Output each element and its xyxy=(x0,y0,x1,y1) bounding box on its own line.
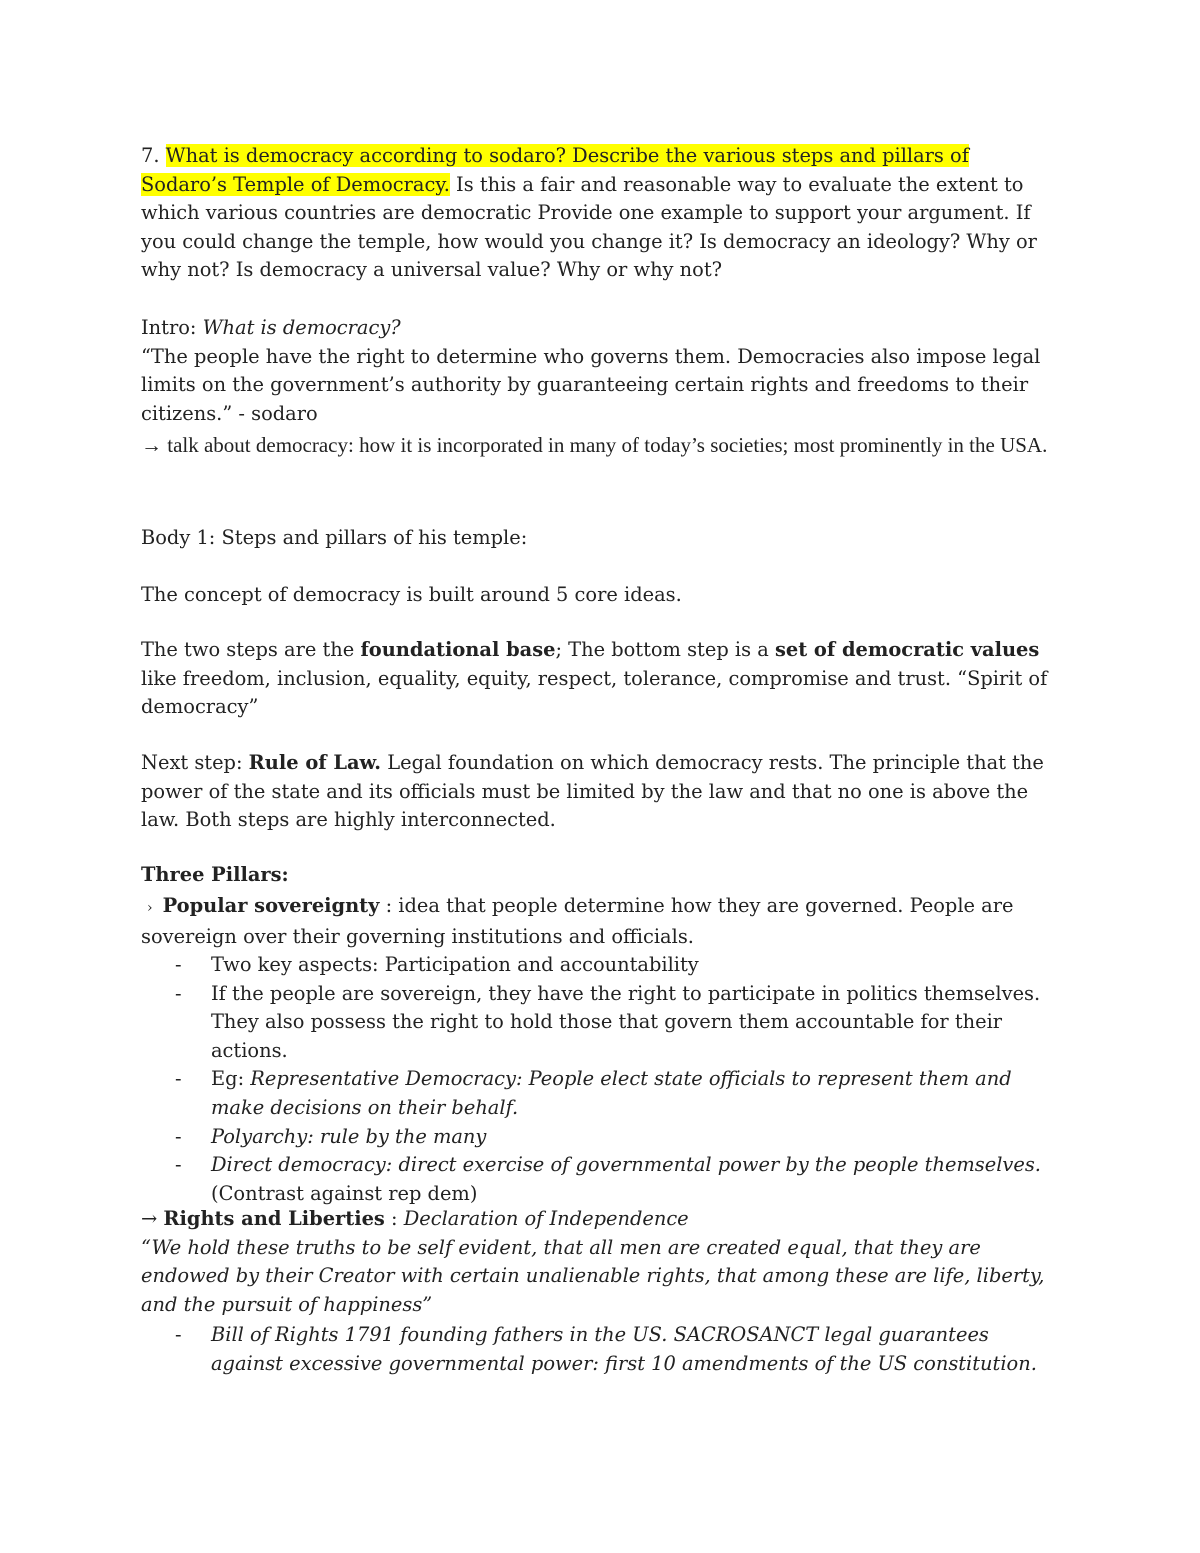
popular-sovereignty-term: Popular sovereignty xyxy=(162,894,380,917)
list-item xyxy=(141,1065,1061,1122)
list-item xyxy=(141,951,1061,980)
bullet-italic-text: Representative Democracy: People elect state officials to represent them and make decisions on their behalf. xyxy=(211,1067,1012,1119)
intro-note: → talk about democracy: how it is incorporated in many of today’s societies; most prominently in the USA. xyxy=(141,433,1048,457)
popular-sovereignty-text: : idea that people determine how they are governed. People are sovereign over their governing institutions and officials. xyxy=(141,894,1014,948)
declaration-reference: Declaration of Independence xyxy=(403,1207,689,1230)
intro-label: Intro: xyxy=(141,316,203,339)
question-paragraph xyxy=(141,142,1061,285)
bullet-prefix: Eg: xyxy=(211,1067,251,1091)
pillar-bullet-list xyxy=(141,951,1061,1208)
arrow-right-icon: → xyxy=(141,1207,164,1230)
bullet-text: If the people are sovereign, they have the right to participate in politics themselves. They also possess the right to hold those that govern them accountable for their actions. xyxy=(211,981,1041,1062)
question-rest-text: Is this a fair and reasonable way to evaluate the extent to which various countries are democratic Provide one example to support your argument. If you could change the temple, how would you change it? Is democracy an ideology? Why or why not? Is democracy a universal value? Why or why not? xyxy=(141,172,1037,282)
bullet-italic-text: Bill of Rights 1791 founding fathers in the US. SACROSANCT legal guarantees against excessive governmental power: first 10 amendments of the US constitution. xyxy=(211,1323,1037,1375)
rights-bullet-list xyxy=(141,1321,1061,1378)
question-highlighted-text: What is democracy according to sodaro? Describe the various steps and pillars of Sodaro’s Temple of Democracy. xyxy=(141,144,969,196)
intro-paragraph xyxy=(141,314,1061,428)
body1-heading: Body 1: Steps and pillars of his temple: xyxy=(141,526,528,549)
list-item xyxy=(141,1151,1061,1208)
dash-icon: - xyxy=(175,1124,182,1148)
chevron-right-icon: › xyxy=(147,900,153,916)
bullet-italic-text: Polyarchy: rule by the many xyxy=(211,1124,487,1148)
dash-icon: - xyxy=(175,953,182,976)
dash-icon: - xyxy=(175,981,182,1005)
steps-paragraph xyxy=(141,636,1061,722)
dash-icon: - xyxy=(175,1067,182,1091)
popular-sovereignty-paragraph xyxy=(141,892,1061,951)
rule-of-law-text: Legal foundation on which democracy rests. The principle that the power of the state and its officials must be limited by the law and that no one is above the law. Both steps are highly interconnected. xyxy=(141,751,1044,832)
declaration-quote: “We hold these truths to be self evident, that all men are created equal, that they are endowed by their Creator with certain unalienable rights, that among these are life, liberty, and the pursuit of happiness” xyxy=(141,1235,1045,1316)
three-pillars-heading: Three Pillars: xyxy=(141,863,289,886)
bullet-suffix: (Contrast against rep dem) xyxy=(211,1181,478,1205)
intro-heading: What is democracy? xyxy=(202,316,401,339)
steps-mid: ; The bottom step is a xyxy=(555,638,775,661)
steps-post: like freedom, inclusion, equality, equity, respect, tolerance, compromise and trust. “Spirit of democracy” xyxy=(141,666,1048,719)
list-item xyxy=(141,980,1061,1066)
dash-icon: - xyxy=(175,1323,182,1346)
list-item xyxy=(141,1123,1061,1152)
steps-pre: The two steps are the xyxy=(141,638,361,661)
democratic-values-term: set of democratic values xyxy=(774,638,1040,661)
bullet-text: Two key aspects: Participation and accountability xyxy=(211,953,699,976)
foundational-base-term: foundational base xyxy=(360,638,556,661)
rights-separator: : xyxy=(384,1207,404,1230)
dash-icon: - xyxy=(175,1153,182,1177)
bullet-italic-text: Direct democracy: direct exercise of governmental power by the people themselves. xyxy=(211,1153,1041,1177)
question-number: 7. xyxy=(141,144,166,167)
rights-paragraph xyxy=(141,1205,1061,1319)
rights-liberties-term: Rights and Liberties xyxy=(163,1207,385,1230)
next-step-label: Next step: xyxy=(141,751,249,774)
body1-concept: The concept of democracy is built around 5 core ideas. xyxy=(141,583,682,606)
intro-quote: “The people have the right to determine who governs them. Democracies also impose legal limits on the government’s authority by guaranteeing certain rights and freedoms to their citizens.” - sodaro xyxy=(141,344,1041,425)
list-item xyxy=(141,1321,1061,1378)
rule-of-law-paragraph xyxy=(141,749,1061,835)
rule-of-law-term: Rule of Law. xyxy=(248,751,382,774)
